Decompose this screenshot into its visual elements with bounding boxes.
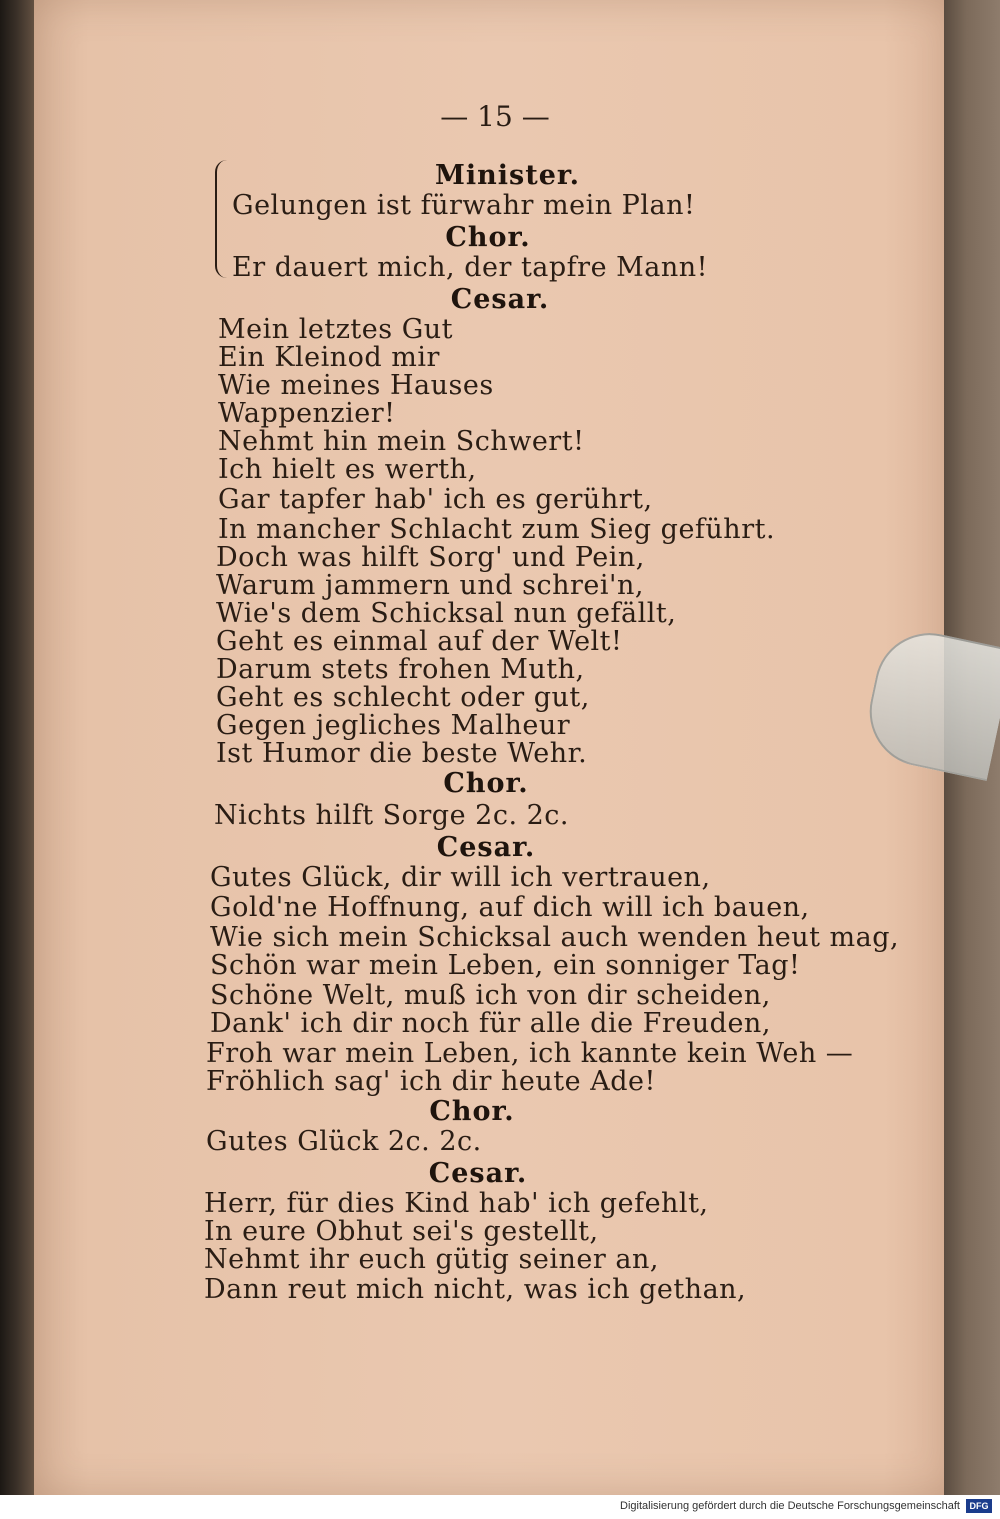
verse-line: Schöne Welt, muß ich von dir scheiden, [210,980,771,1011]
verse-line: Nehmt hin mein Schwert! [218,426,585,457]
verse-line: Gold'ne Hoffnung, auf dich will ich bauen, [210,892,810,923]
bracket-brace [215,160,233,278]
footer-credit: Digitalisierung gefördert durch die Deutsche Forschungsgemeinschaft [620,1500,960,1512]
verse-line: In eure Obhut sei's gestellt, [204,1216,599,1247]
verse-line: Ein Kleinod mir [218,342,440,373]
verse-line: Wappenzier! [218,398,396,429]
speaker-heading: Cesar. [450,284,550,315]
page-number: — 15 — [440,100,550,133]
verse-line: Warum jammern und schrei'n, [216,570,644,601]
speaker-heading: Chor. [429,1096,515,1127]
verse-line: Dann reut mich nicht, was ich gethan, [204,1274,747,1305]
speaker-heading: Minister. [435,160,581,191]
speaker-heading: Chor. [443,768,529,799]
verse-line: Wie's dem Schicksal nun gefällt, [216,598,677,629]
verse-line: Geht es einmal auf der Welt! [216,626,623,657]
verse-line: Nehmt ihr euch gütig seiner an, [204,1244,659,1275]
verse-line: Gutes Glück, dir will ich vertrauen, [210,862,711,893]
verse-line: Ist Humor die beste Wehr. [216,738,588,769]
verse-line: Ich hielt es werth, [218,454,477,485]
verse-line: Darum stets frohen Muth, [216,654,585,685]
book-spine [0,0,38,1495]
verse-line: Dank' ich dir noch für alle die Freuden, [210,1008,771,1039]
verse-line: Froh war mein Leben, ich kannte kein Weh — [206,1038,854,1069]
footer-bar [0,1495,1000,1519]
verse-line: In mancher Schlacht zum Sieg geführt. [218,514,776,545]
speaker-heading: Chor. [445,222,531,253]
verse-line: Schön war mein Leben, ein sonniger Tag! [210,950,801,981]
verse-line: Doch was hilft Sorg' und Pein, [216,542,645,573]
verse-line: Fröhlich sag' ich dir heute Ade! [206,1066,656,1097]
verse-line: Mein letztes Gut [218,314,453,345]
speaker-heading: Cesar. [428,1158,528,1189]
verse-line: Gutes Glück 2c. 2c. [206,1126,482,1157]
verse-line: Herr, für dies Kind hab' ich gefehlt, [204,1188,709,1219]
verse-line: Nichts hilft Sorge 2c. 2c. [214,800,569,831]
verse-line: Gar tapfer hab' ich es gerührt, [218,484,653,515]
verse-line: Wie sich mein Schicksal auch wenden heut mag, [210,922,900,953]
verse-line: Er dauert mich, der tapfre Mann! [232,252,709,283]
verse-line: Gegen jegliches Malheur [216,710,571,741]
verse-line: Geht es schlecht oder gut, [216,682,590,713]
verse-line: Gelungen ist fürwahr mein Plan! [232,190,696,221]
verse-line: Wie meines Hauses [218,370,494,401]
dfg-logo-icon: DFG [966,1499,992,1513]
speaker-heading: Cesar. [436,832,536,863]
